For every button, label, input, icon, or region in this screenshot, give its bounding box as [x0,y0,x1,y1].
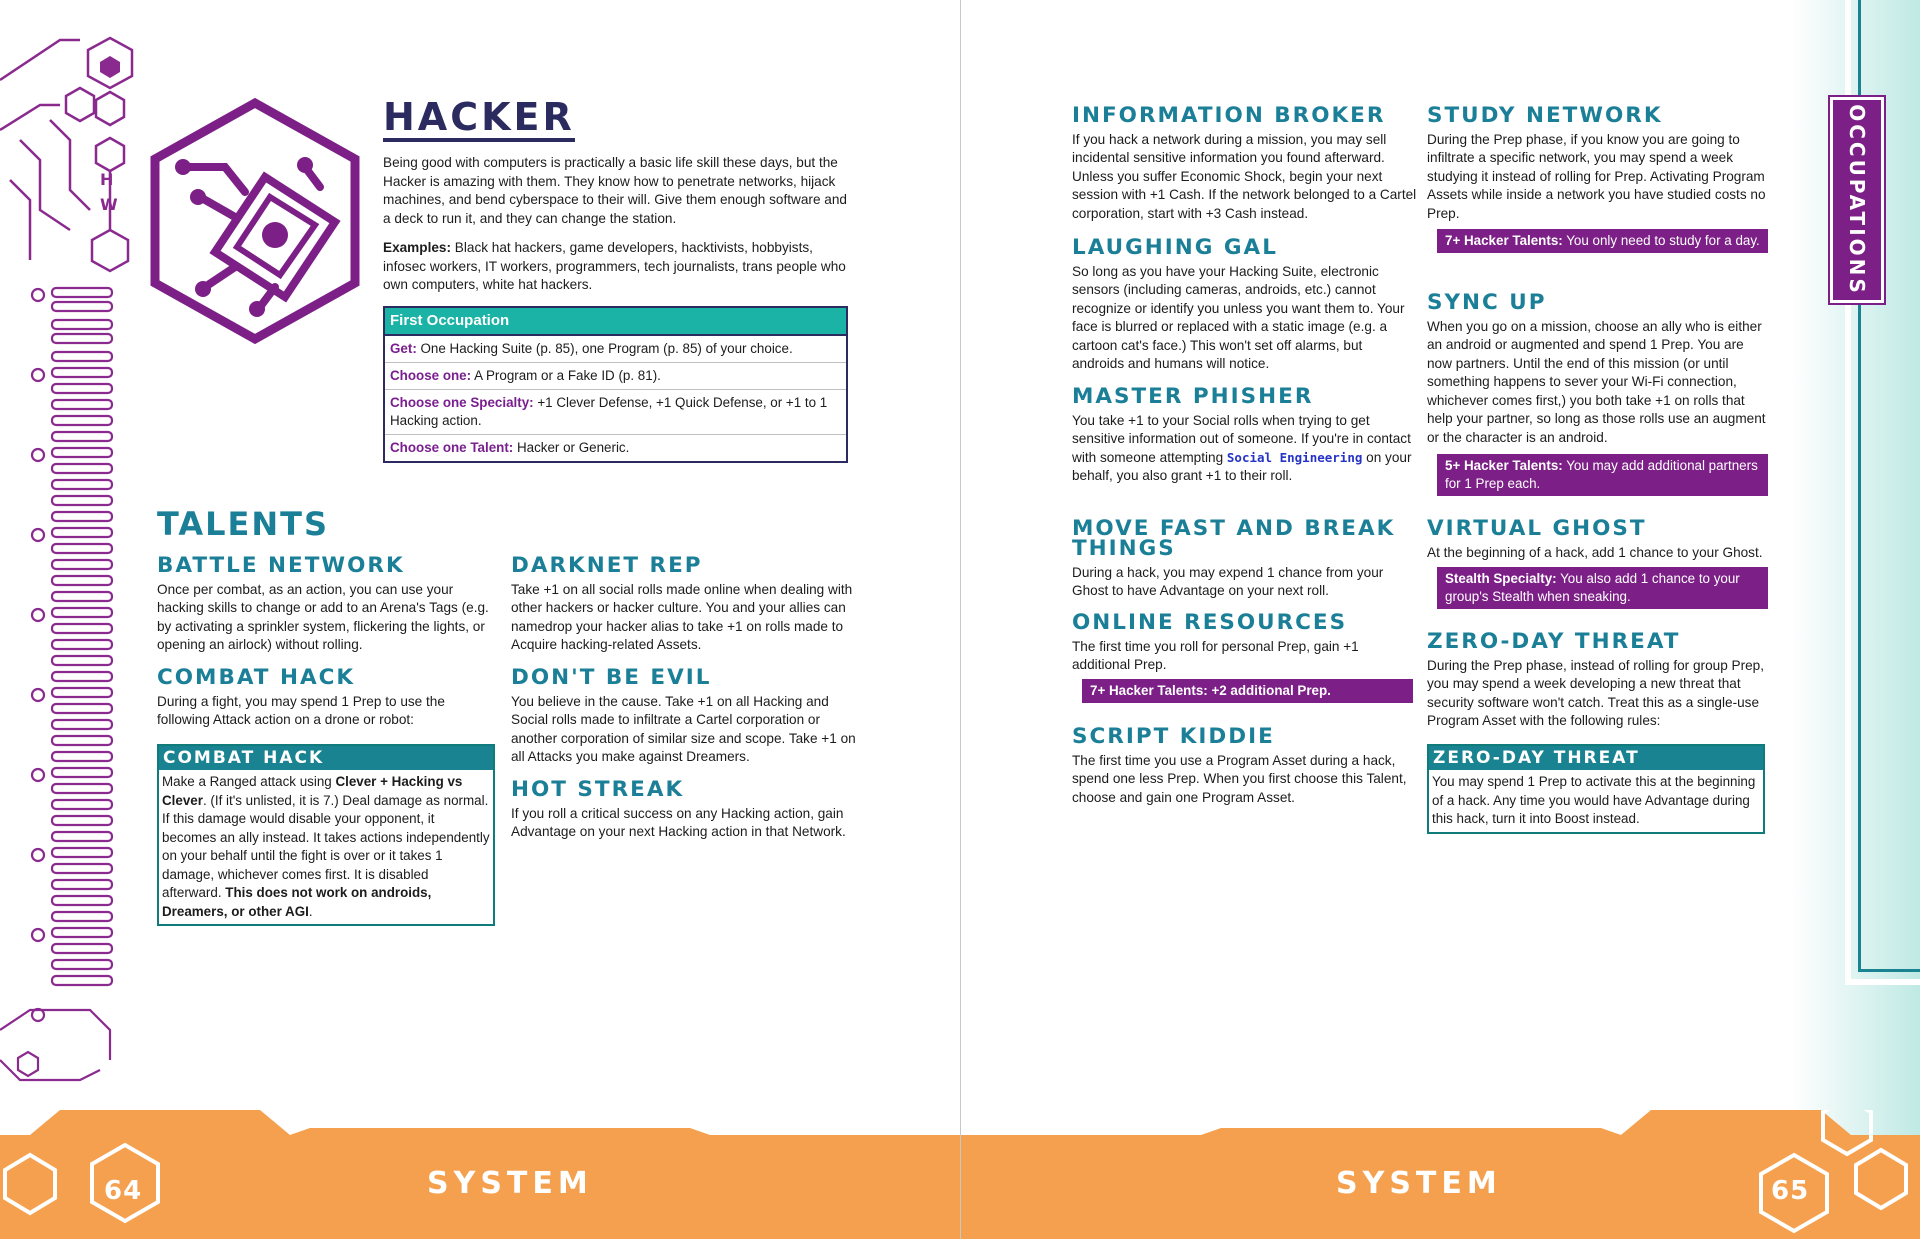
row-text: One Hacking Suite (p. 85), one Program (p. 85) of your choice. [416,341,793,356]
page-number: 65 [1771,1176,1810,1206]
occupation-examples [383,239,853,295]
talent-title: COMBAT HACK [157,665,356,690]
circuit-border-decoration [0,20,150,1100]
svg-text:W: W [100,195,118,214]
first-occupation-table [383,306,848,463]
talent-text-part: You take +1 to your Social rolls when trying to get sensitive information out of someone. If you're in contact with someone attempting [1072,412,1411,465]
bonus-text: You may add additional partners for 1 Prep each. [1445,458,1758,491]
bonus-label: 5+ Hacker Talents: [1445,458,1563,473]
footer-section-title: SYSTEM [1336,1166,1502,1201]
talent-title: MASTER PHISHER [1072,384,1314,409]
study-network-bonus-bar [1437,229,1768,253]
bonus-label: 7+ Hacker Talents: [1445,233,1563,248]
talent-title: INFORMATION BROKER [1072,103,1386,128]
bonus-text: You only need to study for a day. [1562,233,1760,248]
talent-information-broker [1072,105,1417,223]
right-page [961,0,1920,1239]
occupation-title: HACKER [383,98,575,142]
row-text: Hacker or Generic. [513,440,630,455]
talent-title: LAUGHING GAL [1072,235,1278,260]
bonus-text: You also add 1 chance to your group's Stealth when sneaking. [1445,571,1740,604]
talent-title: STUDY NETWORK [1427,103,1663,128]
box-text: . [308,903,313,919]
table-row [384,390,847,435]
online-resources-bonus-bar: 7+ Hacker Talents: +2 additional Prep. [1082,679,1413,703]
talent-laughing-gal [1072,237,1417,374]
row-label: Choose one Specialty: [390,395,534,410]
zero-day-threat-box [1427,744,1765,834]
talent-title: ZERO-DAY THREAT [1427,629,1681,654]
talent-battle-network [157,555,497,655]
talent-title: DARKNET REP [511,553,703,578]
first-occupation-header: First Occupation [384,307,847,335]
side-frame-inner-bottom [1858,969,1920,972]
talent-script-kiddie [1072,726,1417,807]
talent-title: ONLINE RESOURCES [1072,610,1348,635]
talent-text: During a hack, you may expend 1 chance from your Ghost to have Advantage on your next roll. [1072,564,1384,599]
talent-title: MOVE FAST AND BREAK THINGS [1072,516,1396,562]
box-text: . (If it's unlisted, it is 7.) Deal damage as normal. If this damage would disable your opponent, it becomes an ally instead. It takes actions independently on your behalf until the fight is over or it takes 1 damage, whichever comes first. It is disabled afterward. [162,792,490,900]
row-text: A Program or a Fake ID (p. 81). [471,368,661,383]
talent-darknet-rep [511,555,856,655]
table-row [384,435,847,463]
talent-virtual-ghost [1427,518,1772,562]
talent-combat-hack [157,667,497,730]
bonus-label: Stealth Specialty: [1445,571,1557,586]
talent-text: The first time you roll for personal Prep, gain +1 additional Prep. [1072,638,1359,672]
combat-hack-box [157,744,495,926]
svg-text:H: H [100,170,114,189]
box-header: COMBAT HACK [159,746,493,770]
talent-text: So long as you have your Hacking Suite, electronic sensors (including cameras, androids, etc.) cannot recognize or identify you unless you want them to. Your face is blurred or replaced with a static image (e.g. a cartoon cat's face.) This won't set off alarms, but androids and humans will notice. [1072,263,1405,371]
box-text: Make a Ranged attack using [162,774,336,789]
talent-sync-up [1427,292,1772,447]
talent-text: During the Prep phase, if you know you are going to infiltrate a specific network, you may spend a week studying it instead of rolling for Prep. Activating Program Assets while inside a network you have studied costs no Prep. [1427,131,1766,221]
examples-text: Black hat hackers, game developers, hacktivists, hobbyists, infosec workers, IT workers, programmers, tech journalists, trans people who own computers, white hat hackers. [383,240,846,292]
sync-up-bonus-bar [1437,454,1768,496]
talent-text: During the Prep phase, instead of rolling for group Prep, you may spend a week developing a new threat that security software won't catch. Treat this as a single-use Program Asset with the following rules: [1427,657,1765,728]
talent-text: If you hack a network during a mission, you may sell incidental sensitive information you found afterward. Unless you suffer Economic Shock, begin your next session with +1 Cash. If the network belonged to a Cartel corporation, start with +3 Cash instead. [1072,131,1417,221]
table-row [384,363,847,390]
talent-text: Once per combat, as an action, you can use your hacking skills to change or add to an Arena's Tags (e.g. by activating a sprinkler system, flickering the lights, or opening an airlock) without rolling. [157,581,489,652]
talent-text: You believe in the cause. Take +1 on all Hacking and Social rolls made to infiltrate a Cartel corporation or another corporation of similar size and scope. Take +1 on all Attacks you make against Dreamers. [511,693,856,764]
box-body: You may spend 1 Prep to activate this at the beginning of a hack. Any time you would have Advantage during this hack, turn it into Boost instead. [1432,774,1756,826]
talent-title: DON'T BE EVIL [511,665,712,690]
talent-text: At the beginning of a hack, add 1 chance to your Ghost. [1427,544,1763,560]
talent-text: During a fight, you may spend 1 Prep to use the following Attack action on a drone or robot: [157,693,445,727]
box-header: ZERO-DAY THREAT [1429,746,1763,770]
talents-heading: TALENTS [157,505,330,543]
talent-title: HOT STREAK [511,777,685,802]
talent-text: If you roll a critical success on any Hacking action, gain Advantage on your next Hacking action in that Network. [511,805,846,839]
row-label: Choose one: [390,368,472,383]
talent-text: When you go on a mission, choose an ally who is either an android or augmented and spend 1 Prep. You are now partners. Until the end of this mission (or until something happens to sever your Wi-Fi connection, whichever comes first,) you both take +1 on rolls that help your partner, so long as those rolls use an augment or the character is an android. [1427,318,1766,445]
talent-title: SYNC UP [1427,290,1547,315]
talent-hot-streak [511,779,856,842]
talent-title: SCRIPT KIDDIE [1072,724,1275,749]
talent-text-part: on your behalf, you also grant +1 to their roll. [1072,449,1412,483]
side-tab[interactable] [1830,97,1884,303]
box-body [159,770,493,924]
box-bold: Clever + Hacking vs Clever [162,774,463,808]
talent-title: VIRTUAL GHOST [1427,516,1647,541]
talent-online-resources [1072,612,1417,675]
row-label: Choose one Talent: [390,440,514,455]
row-label: Get: [390,341,417,356]
hacker-emblem-icon [145,97,365,347]
row-text: +1 Clever Defense, +1 Quick Defense, or +1 to 1 Hacking action. [390,395,828,428]
talent-text: The first time you use a Program Asset during a hack, spend one less Prep. When you first choose this Talent, choose and gain one Program Asset. [1072,752,1407,805]
talent-title: BATTLE NETWORK [157,553,405,578]
virtual-ghost-bonus-bar [1437,567,1768,609]
talent-text [1072,412,1417,486]
side-tab-label: OCCUPATIONS [1845,104,1869,296]
page-number: 64 [104,1176,143,1206]
footer-section-title: SYSTEM [427,1166,593,1201]
occupation-intro: Being good with computers is practically a basic life skill these days, but the Hacker is amazing with them. They know how to penetrate networks, hijack machines, and bend cyberspace to their will. Give them enough software and a deck to run it, and they can change the station. [383,155,847,226]
talent-master-phisher [1072,386,1417,486]
talent-text: Take +1 on all social rolls made online when dealing with other hackers or hacker culture. You and your allies can namedrop your hacker alias to take +1 on rolls made to Acquire hacking-related Assets. [511,581,853,652]
examples-label: Examples: [383,240,452,255]
social-engineering-link[interactable]: Social Engineering [1226,449,1363,465]
talent-dont-be-evil [511,667,856,767]
box-bold: This does not work on androids, Dreamers, or other AGI [162,885,432,919]
side-frame-bottom [1845,979,1920,985]
talent-study-network [1427,105,1772,223]
talent-zero-day-threat [1427,631,1772,731]
talent-move-fast [1072,516,1417,601]
table-row [384,335,847,363]
